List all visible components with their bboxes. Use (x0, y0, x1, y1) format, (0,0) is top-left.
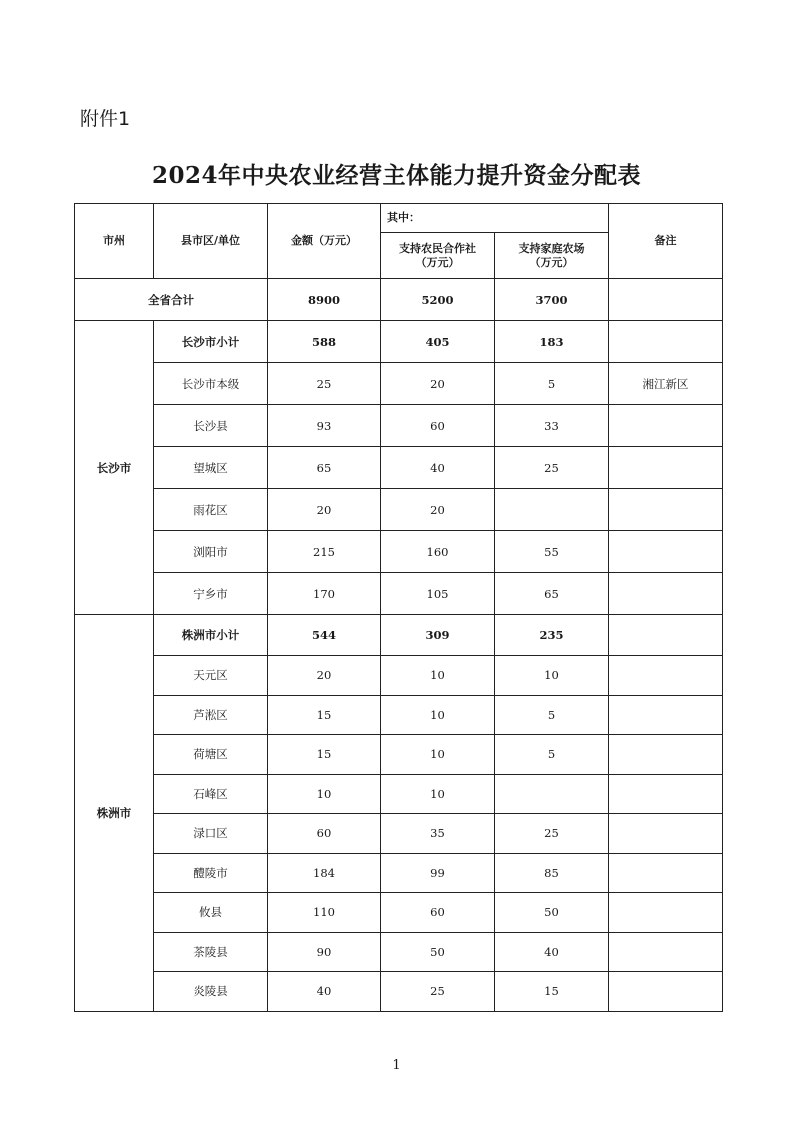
cell-coop: 40 (381, 447, 495, 489)
cell-farm: 5 (495, 695, 609, 735)
subtotal-name: 株洲市小计 (154, 615, 268, 656)
cell-farm: 5 (495, 363, 609, 405)
subtotal-amount: 544 (268, 615, 381, 656)
cell-coop: 60 (381, 405, 495, 447)
cell-note (609, 531, 723, 573)
table-row (75, 656, 723, 696)
cell-note (609, 695, 723, 735)
table-row (75, 893, 723, 933)
cell-amount: 20 (268, 656, 381, 696)
province-total-amount: 8900 (268, 279, 381, 321)
cell-amount: 65 (268, 447, 381, 489)
cell-farm: 25 (495, 814, 609, 854)
table-row (75, 447, 723, 489)
table-row (75, 774, 723, 814)
table-row (75, 531, 723, 573)
cell-note (609, 814, 723, 854)
table-row (75, 932, 723, 972)
cell-amount: 110 (268, 893, 381, 933)
table-row (75, 363, 723, 405)
cell-name: 浏阳市 (154, 531, 268, 573)
cell-coop: 10 (381, 656, 495, 696)
header-of-which: 其中： (381, 204, 609, 233)
cell-amount: 15 (268, 735, 381, 775)
city-cell: 长沙市 (75, 321, 154, 615)
cell-coop: 10 (381, 735, 495, 775)
cell-note (609, 932, 723, 972)
attachment-label: 附件1 (80, 108, 131, 130)
cell-note (609, 893, 723, 933)
cell-name: 炎陵县 (154, 972, 268, 1012)
subtotal-coop: 405 (381, 321, 495, 363)
cell-farm: 50 (495, 893, 609, 933)
cell-coop: 20 (381, 363, 495, 405)
header-farm: 支持家庭农场 （万元） (495, 233, 609, 279)
cell-name: 芦淞区 (154, 695, 268, 735)
cell-note (609, 447, 723, 489)
subtotal-coop: 309 (381, 615, 495, 656)
cell-name: 醴陵市 (154, 853, 268, 893)
cell-farm: 55 (495, 531, 609, 573)
cell-coop: 35 (381, 814, 495, 854)
cell-note: 湘江新区 (609, 363, 723, 405)
cell-farm: 15 (495, 972, 609, 1012)
cell-amount: 184 (268, 853, 381, 893)
cell-coop: 10 (381, 695, 495, 735)
cell-farm (495, 489, 609, 531)
allocation-table (74, 203, 723, 1012)
cell-name: 长沙县 (154, 405, 268, 447)
table-row (75, 573, 723, 615)
cell-note (609, 573, 723, 615)
cell-name: 石峰区 (154, 774, 268, 814)
cell-farm: 85 (495, 853, 609, 893)
subtotal-amount: 588 (268, 321, 381, 363)
province-total-farm: 3700 (495, 279, 609, 321)
cell-coop: 60 (381, 893, 495, 933)
cell-note (609, 853, 723, 893)
cell-amount: 10 (268, 774, 381, 814)
cell-coop: 105 (381, 573, 495, 615)
cell-name: 天元区 (154, 656, 268, 696)
cell-amount: 170 (268, 573, 381, 615)
cell-name: 攸县 (154, 893, 268, 933)
cell-coop: 50 (381, 932, 495, 972)
cell-farm: 40 (495, 932, 609, 972)
cell-amount: 20 (268, 489, 381, 531)
page-number: 1 (392, 1058, 401, 1073)
table-row (75, 405, 723, 447)
header-note: 备注 (609, 204, 723, 279)
city-cell: 株洲市 (75, 615, 154, 1012)
province-total-note (609, 279, 723, 321)
subtotal-row (75, 615, 723, 656)
table-row (75, 695, 723, 735)
cell-coop: 10 (381, 774, 495, 814)
cell-farm: 5 (495, 735, 609, 775)
cell-amount: 60 (268, 814, 381, 854)
cell-name: 渌口区 (154, 814, 268, 854)
page-title: 2024年中央农业经营主体能力提升资金分配表 (151, 162, 641, 189)
cell-coop: 160 (381, 531, 495, 573)
table-row (75, 853, 723, 893)
cell-amount: 93 (268, 405, 381, 447)
table-row (75, 814, 723, 854)
cell-name: 茶陵县 (154, 932, 268, 972)
cell-name: 望城区 (154, 447, 268, 489)
cell-coop: 99 (381, 853, 495, 893)
subtotal-name: 长沙市小计 (154, 321, 268, 363)
cell-farm: 65 (495, 573, 609, 615)
cell-note (609, 972, 723, 1012)
table-row (75, 972, 723, 1012)
cell-amount: 90 (268, 932, 381, 972)
cell-farm: 33 (495, 405, 609, 447)
subtotal-note (609, 615, 723, 656)
cell-farm (495, 774, 609, 814)
cell-amount: 15 (268, 695, 381, 735)
cell-amount: 25 (268, 363, 381, 405)
subtotal-note (609, 321, 723, 363)
table-row (75, 489, 723, 531)
cell-name: 荷塘区 (154, 735, 268, 775)
province-total-coop: 5200 (381, 279, 495, 321)
cell-note (609, 735, 723, 775)
header-county: 县市区/单位 (154, 204, 268, 279)
cell-farm: 10 (495, 656, 609, 696)
cell-note (609, 489, 723, 531)
cell-farm: 25 (495, 447, 609, 489)
header-coop: 支持农民合作社 （万元） (381, 233, 495, 279)
cell-note (609, 405, 723, 447)
cell-name: 宁乡市 (154, 573, 268, 615)
table-row (75, 735, 723, 775)
header-amount: 金额（万元） (268, 204, 381, 279)
header-city: 市州 (75, 204, 154, 279)
province-total-label: 全省合计 (75, 279, 268, 321)
subtotal-farm: 183 (495, 321, 609, 363)
subtotal-farm: 235 (495, 615, 609, 656)
cell-note (609, 656, 723, 696)
cell-name: 长沙市本级 (154, 363, 268, 405)
subtotal-row (75, 321, 723, 363)
cell-amount: 40 (268, 972, 381, 1012)
cell-name: 雨花区 (154, 489, 268, 531)
cell-coop: 25 (381, 972, 495, 1012)
cell-note (609, 774, 723, 814)
cell-coop: 20 (381, 489, 495, 531)
cell-amount: 215 (268, 531, 381, 573)
